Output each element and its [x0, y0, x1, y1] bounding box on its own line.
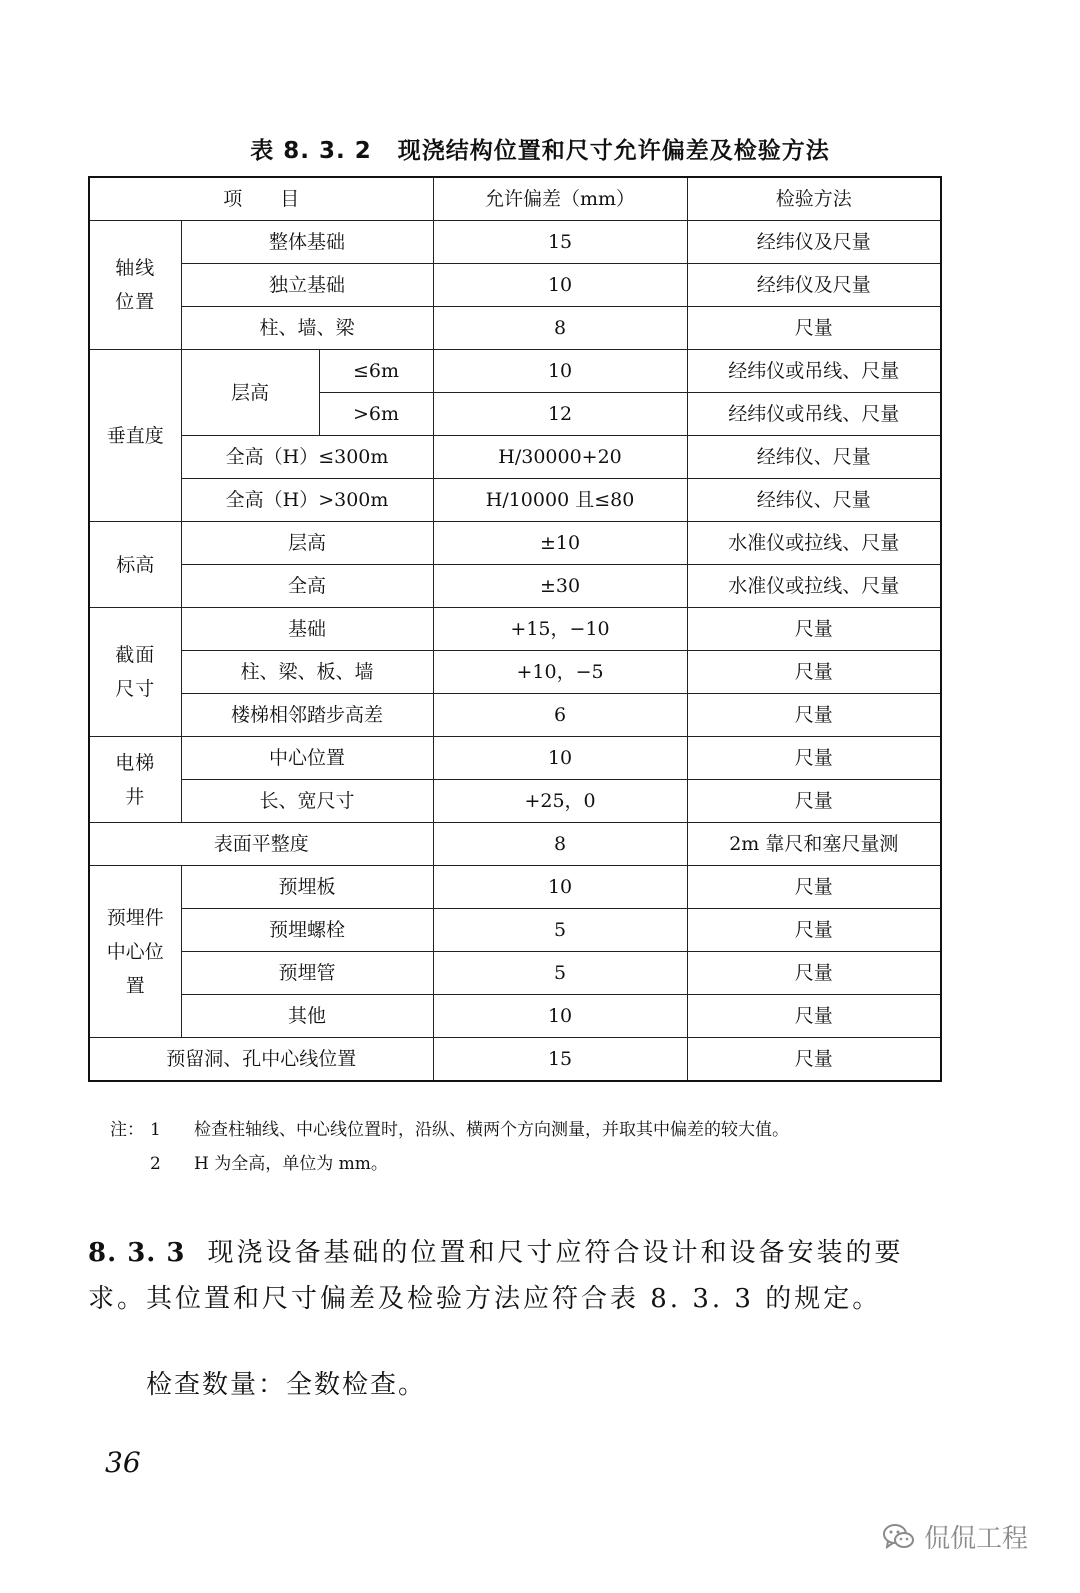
table-row [89, 694, 941, 737]
table-row [89, 608, 941, 651]
table-row [89, 565, 941, 608]
watermark-text: 侃侃工程 [923, 1524, 1028, 1554]
deviation-cell: 15 [433, 1038, 687, 1082]
condition-cell: >6m [319, 393, 433, 436]
table-row [89, 479, 941, 522]
deviation-cell: 8 [433, 823, 687, 866]
item-cell: 柱、墙、梁 [181, 307, 433, 350]
deviation-cell: +15，−10 [433, 608, 687, 651]
method-cell: 尺量 [687, 307, 941, 350]
item-cell: 基础 [181, 608, 433, 651]
method-cell: 水准仪或拉线、尺量 [687, 565, 941, 608]
note-text: 检查柱轴线、中心线位置时，沿纵、横两个方向测量，并取其中偏差的较大值。 [194, 1120, 789, 1140]
clause-number: 8. 3. 3 [88, 1238, 186, 1268]
item-cell: 层高 [181, 522, 433, 565]
clause-paragraph [88, 1230, 940, 1322]
deviation-cell: H/30000+20 [433, 436, 687, 479]
table-row [89, 823, 941, 866]
deviation-cell: 10 [433, 737, 687, 780]
method-cell: 尺量 [687, 737, 941, 780]
item-cell: 预留洞、孔中心线位置 [89, 1038, 433, 1082]
table-row [89, 651, 941, 694]
item-cell: 全高 [181, 565, 433, 608]
item-cell: 预埋板 [181, 866, 433, 909]
table-row [89, 522, 941, 565]
method-cell: 经纬仪及尺量 [687, 264, 941, 307]
table-row [89, 307, 941, 350]
table-row [89, 995, 941, 1038]
category-section: 截面尺寸 [89, 608, 181, 737]
deviation-cell: 10 [433, 264, 687, 307]
table-title [0, 132, 1080, 165]
deviation-cell: 10 [433, 350, 687, 393]
deviation-cell: 10 [433, 995, 687, 1038]
category-embedded: 预埋件中心位置 [89, 866, 181, 1038]
method-cell: 尺量 [687, 651, 941, 694]
clause-text: 现浇设备基础的位置和尺寸应符合设计和设备安装的要求。其位置和尺寸偏差及检验方法应符合表 8. 3. 3 的规定。 [88, 1238, 904, 1314]
method-cell: 经纬仪、尺量 [687, 436, 941, 479]
method-cell: 经纬仪或吊线、尺量 [687, 350, 941, 393]
deviation-cell: 15 [433, 221, 687, 264]
method-cell: 经纬仪、尺量 [687, 479, 941, 522]
category-vertical: 垂直度 [89, 350, 181, 522]
method-cell: 尺量 [687, 1038, 941, 1082]
note-number: 1 [150, 1120, 161, 1140]
method-cell: 尺量 [687, 780, 941, 823]
method-cell: 尺量 [687, 952, 941, 995]
note-number: 2 [150, 1154, 161, 1174]
item-cell: 独立基础 [181, 264, 433, 307]
item-cell: 中心位置 [181, 737, 433, 780]
table-notes [110, 1113, 940, 1181]
item-cell: 预埋螺栓 [181, 909, 433, 952]
table-caption: 现浇结构位置和尺寸允许偏差及检验方法 [397, 138, 830, 164]
watermark [882, 1518, 1028, 1555]
method-cell: 经纬仪及尺量 [687, 221, 941, 264]
deviation-cell: H/10000 且≤80 [433, 479, 687, 522]
deviation-cell: 10 [433, 866, 687, 909]
method-cell: 尺量 [687, 608, 941, 651]
item-storey: 层高 [181, 350, 319, 436]
deviation-cell: 6 [433, 694, 687, 737]
method-cell: 2m 靠尺和塞尺量测 [687, 823, 941, 866]
header-method: 检验方法 [687, 177, 941, 221]
item-cell: 其他 [181, 995, 433, 1038]
table-row [89, 264, 941, 307]
header-deviation: 允许偏差（mm） [433, 177, 687, 221]
category-axis: 轴线位置 [89, 221, 181, 350]
notes-label: 注： [110, 1120, 144, 1140]
deviation-cell: +25，0 [433, 780, 687, 823]
note-item [110, 1147, 940, 1181]
item-cell: 柱、梁、板、墙 [181, 651, 433, 694]
method-cell: 经纬仪或吊线、尺量 [687, 393, 941, 436]
table-row [89, 909, 941, 952]
note-item [110, 1113, 940, 1147]
page-number: 36 [105, 1446, 141, 1479]
inspection-quantity: 检查数量：全数检查。 [146, 1370, 427, 1400]
deviation-cell: ±30 [433, 565, 687, 608]
table-row [89, 737, 941, 780]
item-cell: 预埋管 [181, 952, 433, 995]
table-row [89, 221, 941, 264]
item-cell: 全高（H）>300m [181, 479, 433, 522]
condition-cell: ≤6m [319, 350, 433, 393]
table-number: 表 8. 3. 2 [250, 138, 372, 164]
item-cell: 楼梯相邻踏步高差 [181, 694, 433, 737]
table-row [89, 350, 941, 393]
category-elevator: 电梯井 [89, 737, 181, 823]
method-cell: 尺量 [687, 995, 941, 1038]
table-row [89, 1038, 941, 1082]
method-cell: 尺量 [687, 694, 941, 737]
item-cell: 长、宽尺寸 [181, 780, 433, 823]
method-cell: 尺量 [687, 866, 941, 909]
deviation-cell: +10，−5 [433, 651, 687, 694]
table-row [89, 436, 941, 479]
deviation-cell: 5 [433, 952, 687, 995]
item-cell: 表面平整度 [89, 823, 433, 866]
table-header-row [89, 177, 941, 221]
method-cell: 尺量 [687, 909, 941, 952]
method-cell: 水准仪或拉线、尺量 [687, 522, 941, 565]
item-cell: 整体基础 [181, 221, 433, 264]
table-row [89, 866, 941, 909]
deviation-cell: 8 [433, 307, 687, 350]
deviation-cell: 12 [433, 393, 687, 436]
table-row [89, 780, 941, 823]
deviation-cell: ±10 [433, 522, 687, 565]
deviation-cell: 5 [433, 909, 687, 952]
category-elevation: 标高 [89, 522, 181, 608]
wechat-icon [882, 1522, 916, 1552]
header-item: 项 目 [89, 177, 433, 221]
note-text: H 为全高，单位为 mm。 [194, 1154, 388, 1174]
item-cell: 全高（H）≤300m [181, 436, 433, 479]
tolerance-table [88, 176, 942, 1082]
table-row [89, 952, 941, 995]
